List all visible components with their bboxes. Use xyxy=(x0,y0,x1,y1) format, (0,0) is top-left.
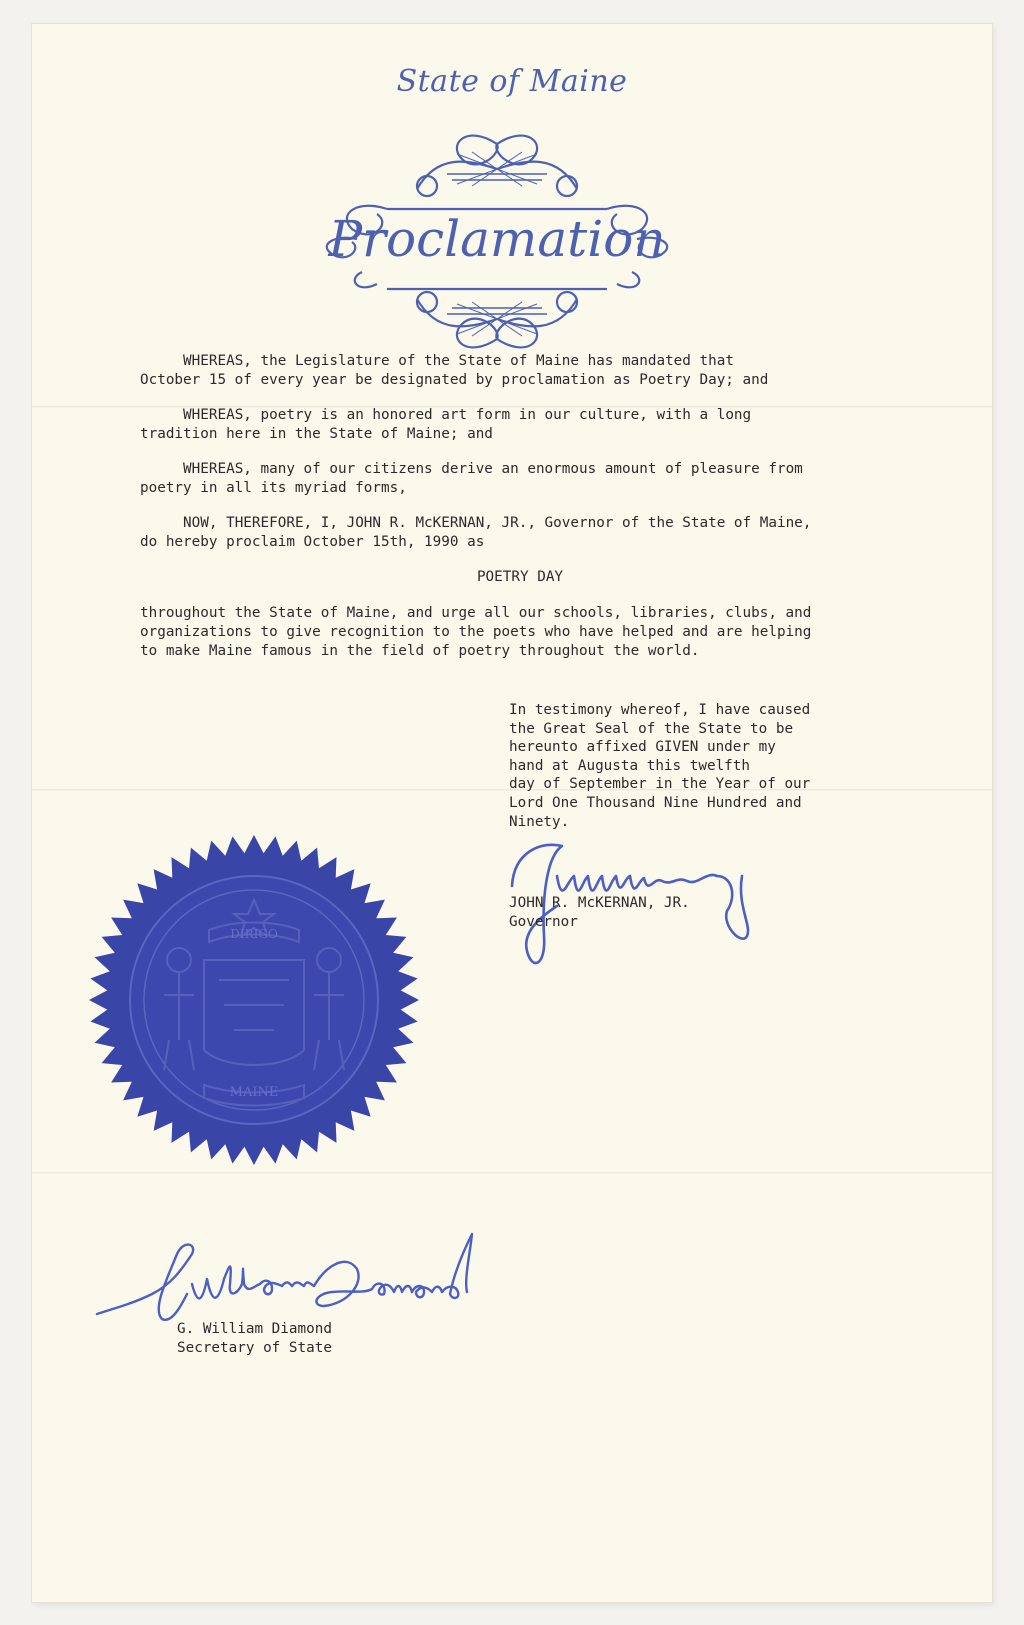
testimony-block: In testimony whereof, I have caused the Great Seal of the State to be hereunto affixed GIVEN under my hand at Augusta this twelfth day of September in the Year of our Lord One Thousand Nine Hundred and Ninety. xyxy=(509,702,811,830)
now-therefore-paragraph: NOW, THEREFORE, I, JOHN R. McKERNAN, JR., Governor of the State of Maine, do hereby proclaim October 15th, 1990 as xyxy=(140,515,812,550)
secretary-name: G. William Diamond xyxy=(177,1321,332,1337)
governor-name: JOHN R. McKERNAN, JR. xyxy=(509,895,690,911)
secretary-title: Secretary of State xyxy=(177,1340,332,1356)
great-seal-icon xyxy=(84,830,424,1170)
whereas-paragraph-3: WHEREAS, many of our citizens derive an enormous amount of pleasure from poetry in all its myriad forms, xyxy=(140,461,803,496)
secretary-signature xyxy=(92,1224,522,1334)
paper-fold xyxy=(32,1172,992,1174)
seal-bottom-text: MAINE xyxy=(229,1085,279,1100)
proclamation-title: Proclamation xyxy=(328,210,666,268)
whereas-paragraph-2: WHEREAS, poetry is an honored art form in our culture, with a long tradition here in the State of Maine; and xyxy=(140,407,752,442)
governor-title: Governor xyxy=(509,914,578,930)
proclamation-emblem xyxy=(297,114,697,364)
seal-banner-text: DIRIGO xyxy=(230,927,278,941)
proclamation-document xyxy=(32,24,992,1602)
whereas-paragraph-1: WHEREAS, the Legislature of the State of Maine has mandated that October 15 of every year be designated by proclamation as Poetry Day; and xyxy=(140,353,769,388)
closing-paragraph: throughout the State of Maine, and urge all our schools, libraries, clubs, and organizations to give recognition to the poets who have helped and are helping to make Maine famous in the field of poetry throughout the world. xyxy=(140,605,812,659)
header-state-name: State of Maine xyxy=(396,64,628,99)
poetry-day-heading: POETRY DAY xyxy=(476,569,564,585)
